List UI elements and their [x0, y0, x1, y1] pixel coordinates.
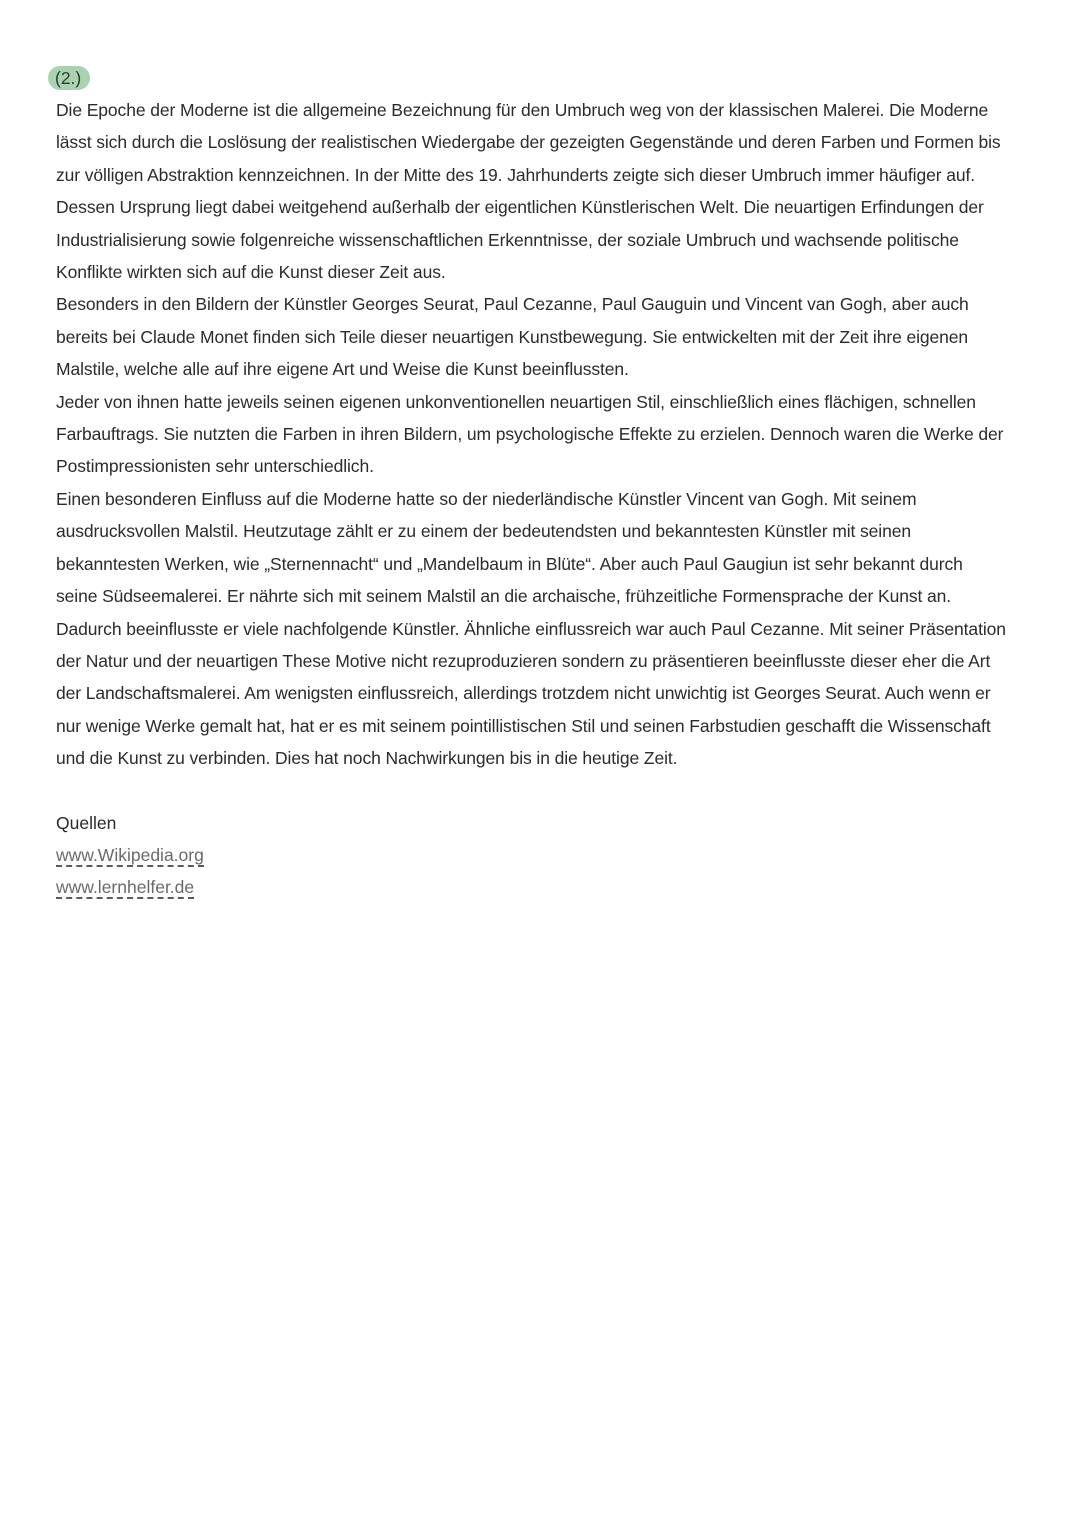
section-number-badge: (2.) [48, 66, 90, 90]
document-page [56, 66, 1006, 904]
source-link-lernhelfer[interactable] [56, 871, 1006, 903]
source-link-wikipedia-text: www.Wikipedia.org [56, 844, 204, 865]
source-link-lernhelfer-text: www.lernhelfer.de [56, 877, 195, 898]
sources-section [56, 807, 1006, 904]
section-header [56, 66, 1006, 92]
paragraph-influence: Einen besonderen Einfluss auf die Moderne hatte so der niederländische Künstler Vincent van Gogh. Mit seinem ausdrucksvollen Malstil. Heutzutage zählt er zu einem der bedeutendsten und bekanntesten Künstler mit seinen bekanntesten Werken, wie „Sternennacht“ und „Mandelbaum in Blüte“. Aber auch Paul Gaugiun ist sehr bekannt durch seine Südseemalerei. Er nährte sich mit seinem Malstil an die archaische, frühzeitliche Formensprache der Kunst an. Dadurch beeinflusste er viele nachfolgende Künstler. Ähnliche einflussreich war auch Paul Cezanne. Mit seiner Präsentation der Natur und der neuartigen These Motive nicht rezuproduzieren sondern zu präsentieren beeinflusste dieser eher die Art der Landschaftsmalerei. Am wenigsten einflussreich, allerdings trotzdem nicht unwichtig ist Georges Seurat. Auch wenn er nur wenige Werke gemalt hat, hat er es mit seinem pointillistischen Stil und seinen Farbstudien geschafft die Wissenschaft und die Kunst zu verbinden. Dies hat noch Nachwirkungen bis in die heutige Zeit. [56, 488, 1006, 769]
sources-title: Quellen [56, 812, 117, 833]
paragraph-artists: Besonders in den Bildern der Künstler Georges Seurat, Paul Cezanne, Paul Gauguin und Vincent van Gogh, aber auch bereits bei Claude Monet finden sich Teile dieser neuartigen Kunstbewegung. Sie entwickelten mit der Zeit ihre eigenen Malstile, welche alle auf ihre eigene Art und Weise die Kunst beeinflussten. [56, 294, 969, 380]
paragraph-intro: Die Epoche der Moderne ist die allgemeine Bezeichnung für den Umbruch weg von der klassischen Malerei. Die Moderne lässt sich durch die Loslösung der realistischen Wiedergabe der gezeigten Gegenstände und deren Farben und Formen bis zur völligen Abstraktion kennzeichnen. In der Mitte des 19. Jahrhunderts zeigte sich dieser Umbruch immer häufiger auf. Dessen Ursprung liegt dabei weitgehend außerhalb der eigentlichen Künstlerischen Welt. Die neuartigen Erfindungen der Industrialisierung sowie folgenreiche wissenschaftlichen Erkenntnisse, der soziale Umbruch und wachsende politische Konflikte wirkten sich auf die Kunst dieser Zeit aus. [56, 100, 1001, 283]
paragraph-styles: Jeder von ihnen hatte jeweils seinen eigenen unkonventionellen neuartigen Stil, einschließlich eines flächigen, schnellen Farbauftrags. Sie nutzten die Farben in ihren Bildern, um psychologische Effekte zu erzielen. Dennoch waren die Werke der Postimpressionisten sehr unterschiedlich. [56, 391, 1004, 477]
source-link-wikipedia[interactable] [56, 839, 1006, 871]
